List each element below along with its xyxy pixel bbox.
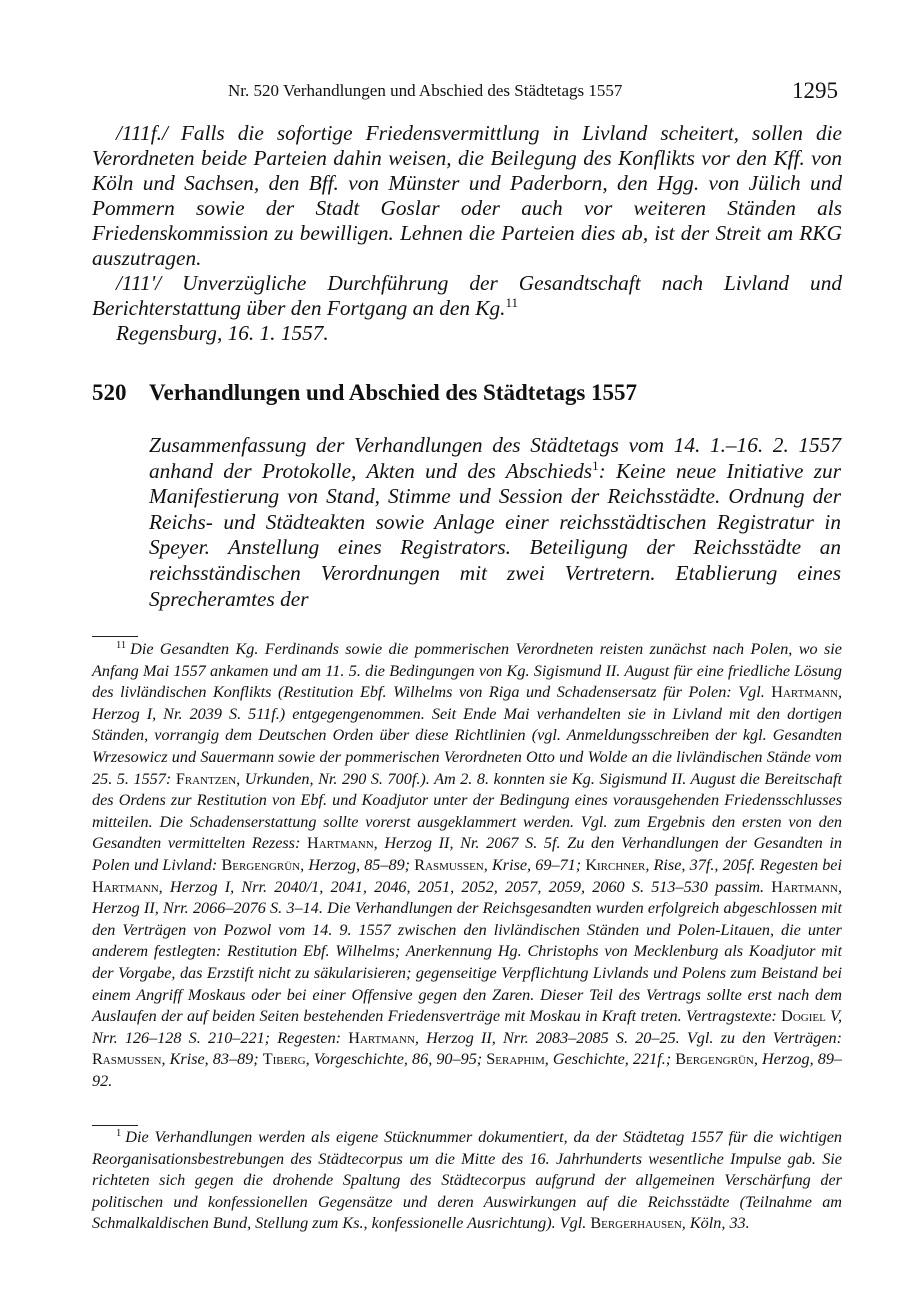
author-name: Kirchner [585, 855, 646, 874]
footnote-divider [92, 636, 138, 637]
footnote-text: , Herzog, 85–89; [300, 855, 415, 874]
footnote-text: , Herzog I, Nrr. 2040/1, 2041, 2046, 2051, 2052, 2057, 2059, 2060 S. 513–530 passim. [158, 877, 772, 896]
footnote-mark: 1 [116, 1128, 122, 1139]
author-name: Hartmann [307, 834, 374, 853]
footnote-ref-11[interactable]: 11 [505, 295, 519, 310]
running-header [92, 79, 842, 109]
author-name: Rasmussen [414, 855, 484, 874]
footnote-text: , Urkunden, Nr. 290 S. 700f.). Am 2. 8. konnten sie Kg. Sigismund II. August die Bereitschaft des Ordens zur Restitution von Ebf. und Koadjutor unter der Bedingung eines vorausgehenden Friedensschlusses mitteilen. Die Schadenserstattung sollte vorerst ausgeklammert werden. Vgl. zum Ergebnis den ersten von den Gesandten vermittelten Rezess: [92, 769, 843, 853]
footnote-text: , Krise, 69–71; [483, 855, 586, 874]
paragraph-text: /111'/ Unverzügliche Durchführung der Gesandtschaft nach Livland und Berichterstattung über den Fortgang an den Kg. [92, 271, 842, 320]
author-name: Frantzen [175, 769, 237, 788]
paragraph-111-prime [92, 271, 842, 321]
footnote-text: , Rise, 37f., 205f. Regesten bei [645, 855, 842, 874]
author-name: Bergerhausen [590, 1214, 682, 1233]
summary-text: : Keine neue Initiative zur Manifestierung von Stand, Stimme und Session der Reichsstädte. Ordnung der Reichs- und Städteakten sowie Anlage einer reichsstädtischen Registratur in Speyer. Anstellung eines Registrators. Beteiligung der Reichsstädte an reichsständischen Verordnungen mit zwei Vertretern. Etablierung eines Sprecheramtes der [149, 458, 841, 611]
author-name: Bergengrün [675, 1050, 754, 1069]
section-number: 520 [92, 380, 127, 405]
footnote-text: , Köln, 33. [681, 1214, 750, 1233]
footnote-1 [92, 1127, 842, 1235]
footnote-text: Die Gesandten Kg. Ferdinands sowie die pommerischen Verordneten reisten zunächst nach Polen, wo sie Anfang Mai 1557 ankamen und am 11. 5. die Bedingungen von Kg. Sigismund II. August für eine friedliche Lösung des livländischen Konflikts (Restitution Ebf. Wilhelms von Riga und Schadensersatz für Polen: Vgl. [92, 640, 842, 702]
author-name: Seraphim [486, 1050, 545, 1069]
footnote-text: , Herzog II, Nrr. 2066–2076 S. 3–14. Die Verhandlungen der Reichsgesandten wurden erfolgreich abgeschlossen mit den Verträgen von Pozwol vom 14. 9. 1557 zwischen den livländischen Ständen und Polen-Litauen, die unter anderem festlegten: Restitution Ebf. Wilhelms; Anerkennung Hg. Christophs von Mecklenburg als Koadjutor mit der Vorgabe, das Erzstift nicht zu säkularisieren; gegenseitige Verpflichtung Livlands und Polens zum Beistand bei einem Angriff Moskaus oder bei einer Offensive gegen den Zaren. Dieser Teil des Vertrags sollte erst nach dem Auslaufen der auf beiden Seiten bestehenden Friedensverträge mit Moskau in Kraft treten. Vertragstexte: [92, 877, 842, 1026]
author-name: Rasmussen [92, 1050, 162, 1069]
previous-document-end [92, 121, 842, 346]
footnote-mark: 11 [116, 640, 127, 651]
section-heading [92, 380, 842, 406]
summary-text: Zusammenfassung der Verhandlungen des Städtetags vom 14. 1.–16. 2. 1557 anhand der Protokolle, Akten und des Abschieds [149, 433, 841, 483]
footnote-text: , Herzog II, Nrr. 2083–2085 S. 20–25. Vgl. zu den Verträgen: [414, 1028, 842, 1047]
author-name: Hartmann [348, 1028, 415, 1047]
footnote-divider [92, 1125, 138, 1126]
author-name: Dogiel [781, 1007, 826, 1026]
footnote-text: , Herzog II, Nr. 2067 S. 5f. Zu den Verhandlungen der Gesandten in Polen und Livland: [92, 834, 842, 874]
author-name: Hartmann [771, 877, 838, 896]
paragraph-text: /111f./ Falls die sofortige Friedensvermittlung in Livland scheitert, sollen die Verordneten beide Parteien dahin weisen, die Beilegung des Konflikts vor den Kff. von Köln und Sachsen, den Bff. von Münster und Paderborn, den Hgg. von Jülich und Pommern sowie der Stadt Goslar oder auch vor weiteren Ständen als Friedenskommission zu bewilligen. Lehnen die Parteien dies ab, ist der Streit am RKG auszutragen. [92, 121, 842, 270]
footnote-text: V, Nrr. 126–128 S. 210–221; Regesten: [92, 1007, 842, 1047]
author-name: Hartmann [771, 683, 838, 702]
page-number: 1295 [792, 78, 838, 103]
footnote-text: , Krise, 83–89; [161, 1050, 263, 1069]
place-date [92, 321, 842, 346]
footnote-11 [92, 639, 842, 1092]
footnote-text: , Vorgeschichte, 86, 90–95; [305, 1050, 487, 1069]
author-name: Hartmann [92, 877, 159, 896]
running-title: Nr. 520 Verhandlungen und Abschied des Städtetags 1557 [228, 81, 623, 100]
place-date-text: Regensburg, 16. 1. 1557. [116, 321, 329, 345]
footnote-text: , Herzog, 89–92. [92, 1050, 843, 1090]
section-summary [149, 433, 841, 612]
section-title-text: Verhandlungen und Abschied des Städtetags 1557 [149, 380, 638, 405]
paragraph-111f [92, 121, 842, 271]
footnote-text: Die Verhandlungen werden als eigene Stücknummer dokumentiert, da der Städtetag 1557 für die wichtigen Reorganisationsbestrebungen des Städtecorpus um die Mitte des 16. Jahrhunderts wesentliche Impulse gab. Sie richteten sich gegen die drohende Spaltung des Städtecorpus aufgrund der allgemeinen Verschärfung der politischen und konfessionellen Gegensätze und deren Auswirkungen auf die Reichsstädte (Teilnahme am Schmalkaldischen Bund, Stellung zum Ks., konfessionelle Ausrichtung). Vgl. [92, 1128, 842, 1233]
author-name: Bergengrün [221, 855, 301, 874]
footnote-ref-1[interactable]: 1 [592, 457, 599, 473]
author-name: Tiberg [262, 1050, 306, 1069]
footnote-text: , Herzog I, Nr. 2039 S. 511f.) entgegengenommen. Seit Ende Mai verhandelten sie in Livland mit den dortigen Ständen, vorrangig dem Deutschen Orden über diese Richtlinien (vgl. Anmeldungsschreiben der kgl. Gesandten Wrzesowicz und Sauermann sowie der pommerischen Verordneten Otto und Wolde an die livländischen Stände vom 25. 5. 1557: [92, 683, 842, 788]
footnote-text: , Geschichte, 221f.; [544, 1050, 676, 1069]
